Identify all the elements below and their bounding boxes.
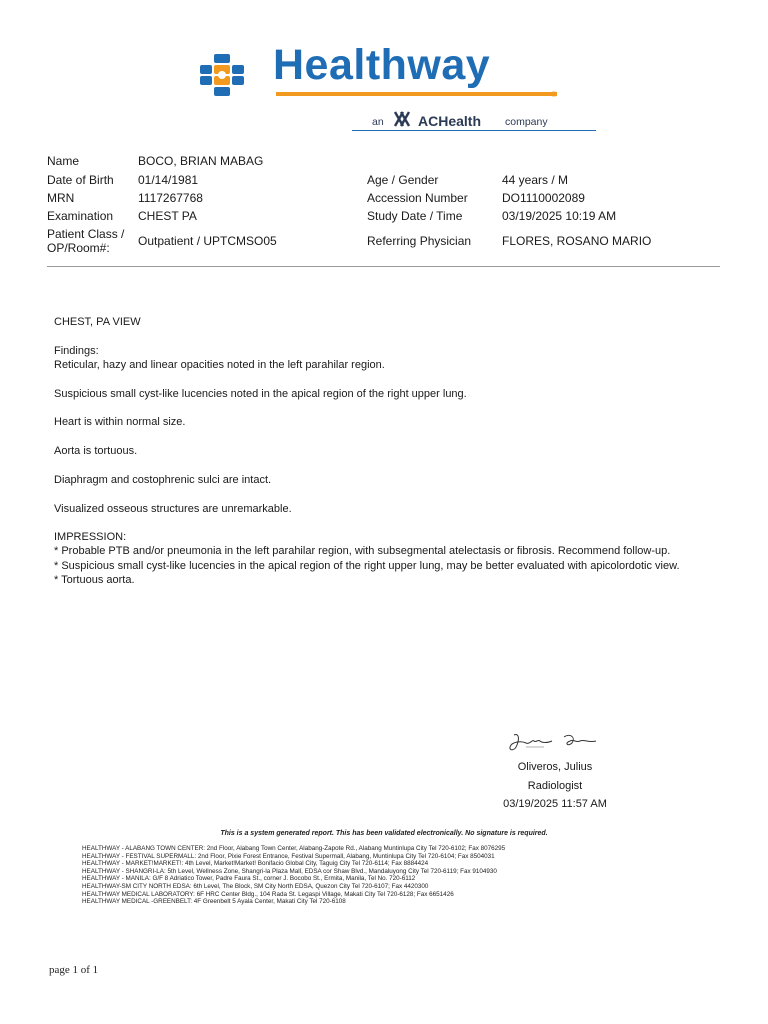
branch-line: HEALTHWAY MEDICAL -GREENBELT: 4F Greenbelt 5 Ayala Center, Makati City Tel 720-6108	[82, 898, 346, 906]
tagline-prefix: an	[372, 116, 384, 128]
header-divider	[47, 266, 720, 267]
findings-label: Findings:	[54, 345, 99, 357]
patient-class-label-1: Patient Class /	[47, 227, 125, 241]
registered-mark: ®	[551, 90, 557, 99]
name-label: Name	[47, 154, 80, 168]
exam-value: CHEST PA	[138, 209, 197, 223]
patient-class-label-2: OP/Room#:	[47, 241, 110, 255]
branch-line: HEALTHWAY - ALABANG TOWN CENTER: 2nd Floor, Alabang Town Center, Alabang-Zapote Rd., Alabang Muntinlupa City Tel 720-6102; Fax 8076295	[82, 845, 506, 852]
branch-list	[82, 845, 505, 906]
tagline-brand: ACHealth	[418, 113, 482, 129]
finding-item: Aorta is tortuous.	[54, 445, 138, 457]
impression-item: * Suspicious small cyst-like lucencies in the apical region of the right upper lung, may be better evaluated with apicolordotic view.	[54, 560, 680, 572]
accession-label: Accession Number	[367, 191, 468, 205]
exam-label: Examination	[47, 209, 114, 223]
header-logo	[0, 0, 768, 140]
mrn-label: MRN	[47, 191, 75, 205]
impression-label: IMPRESSION:	[54, 531, 127, 543]
dob-label: Date of Birth	[47, 173, 114, 187]
finding-item: Visualized osseous structures are unremarkable.	[54, 503, 292, 515]
report-heading: CHEST, PA VIEW	[54, 316, 141, 328]
finding-item: Reticular, hazy and linear opacities noted in the left parahilar region.	[54, 359, 385, 371]
brand-underline	[276, 92, 557, 96]
tagline-rule	[352, 130, 596, 131]
finding-item: Diaphragm and costophrenic sulci are intact.	[54, 474, 272, 486]
achealth-logo-icon	[393, 110, 415, 128]
accession-value: DO1110002089	[502, 191, 585, 205]
branch-line: HEALTHWAY - SHANGRI-LA: 5th Level, Wellness Zone, Shangri-la Plaza Mall, EDSA cor Shaw Blvd., Mandaluyong City Tel 720-6119; Fax 9104930	[82, 867, 497, 875]
branch-line: HEALTHWAY - MARKET!MARKET!: 4th Level, Market!Market! Bonifacio Global City, Taguig City Tel 720-6114; Fax 8884424	[82, 860, 429, 868]
branch-line: HEALTHWAY - MANILA: G/F 8 Adriatico Tower, Padre Faura St., corner J. Bocobo St., Ermita, Manila, Tel No. 720-6112	[82, 875, 416, 883]
radiologist-name: Oliveros, Julius	[517, 761, 593, 773]
tagline	[372, 110, 612, 130]
branch-line: HEALTHWAY MEDICAL LABORATORY: 6F HRC Center Bldg., 104 Rada St. Legaspi Village, Makati City Tel 720-6128; Fax 6651426	[82, 890, 454, 898]
study-value: 03/19/2025 10:19 AM	[502, 209, 617, 223]
finding-item: Heart is within normal size.	[54, 416, 186, 428]
physician-value: FLORES, ROSANO MARIO	[502, 234, 652, 248]
finding-item: Suspicious small cyst-like lucencies noted in the apical region of the right upper lung.	[54, 388, 467, 400]
radiologist-title: Radiologist	[527, 780, 583, 792]
mrn-value: 1117267768	[138, 191, 203, 205]
impression-item: * Probable PTB and/or pneumonia in the left parahilar region, with subsegmental atelectasis or fibrosis. Recommend follow-up.	[54, 545, 671, 557]
branch-line: HEALTHWAY - FESTIVAL SUPERMALL: 2nd Floor, Pixie Forest Entrance, Festival Supermall, Alabang, Muntinlupa City Tel 720-6104; Fax 8504031	[82, 852, 495, 860]
name-value: BOCO, BRIAN MABAG	[138, 154, 264, 168]
tagline-suffix: company	[505, 116, 548, 128]
impression-item: * Tortuous aorta.	[54, 574, 135, 586]
brand-name: Healthway	[273, 41, 491, 89]
study-label: Study Date / Time	[367, 209, 463, 223]
page-number: page 1 of 1	[49, 964, 99, 976]
healthway-cross-logo-icon	[198, 54, 246, 98]
branch-line: HEALTHWAY-SM CITY NORTH EDSA: 6th Level, The Block, SM City North EDSA, Quezon City Tel 720-6107; Fax 4420300	[82, 882, 429, 890]
age-gender-value: 44 years / M	[502, 173, 569, 187]
physician-label: Referring Physician	[367, 234, 472, 248]
patient-class-value: Outpatient / UPTCMSO05	[138, 234, 277, 248]
signature-image	[504, 727, 608, 757]
signed-datetime: 03/19/2025 11:57 AM	[503, 798, 607, 810]
age-gender-label: Age / Gender	[367, 173, 439, 187]
dob-value: 01/14/1981	[138, 173, 199, 187]
system-disclaimer: This is a system generated report. This has been validated electronically. No signature is required.	[220, 830, 548, 837]
